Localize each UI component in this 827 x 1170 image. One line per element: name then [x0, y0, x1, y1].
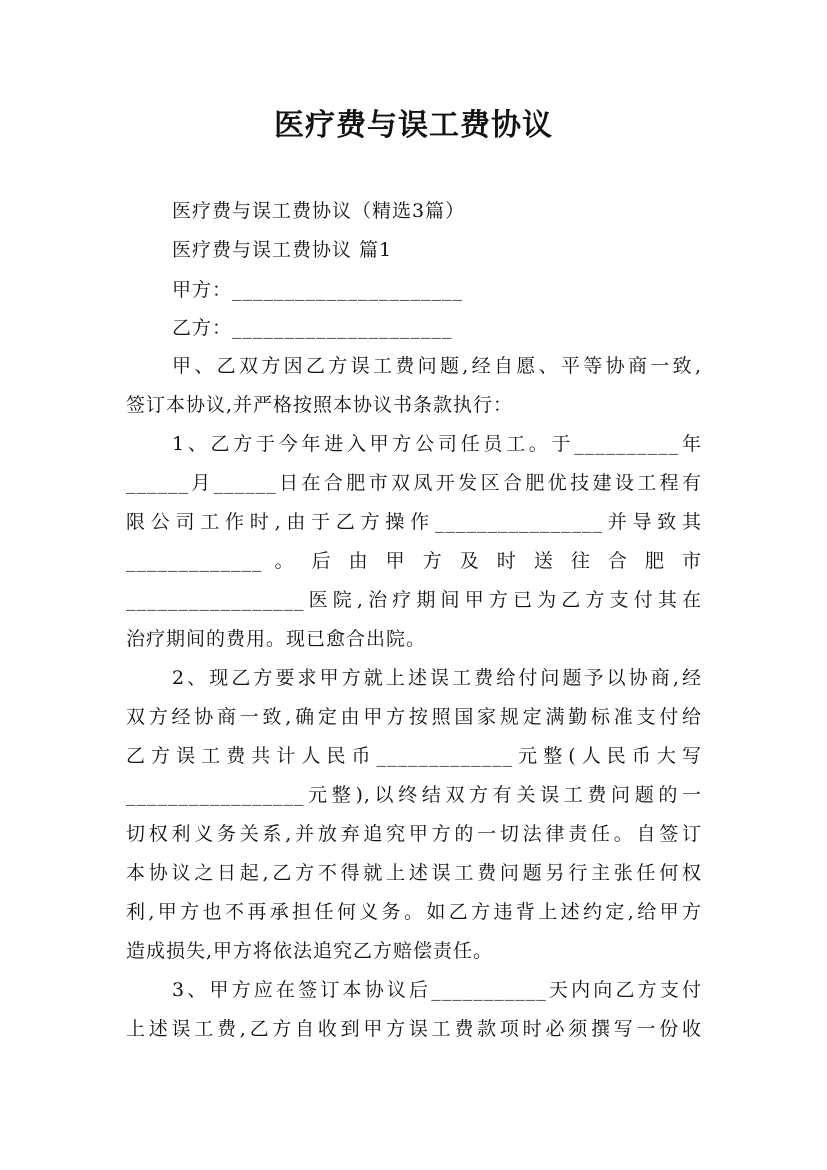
subtitle-line: 医疗费与误工费协议（精选3篇）: [172, 200, 466, 222]
paragraph-line: 切权利义务关系,并放弃追究甲方的一切法律责任。自签订: [126, 823, 702, 845]
paragraph-line: 双方经协商一致,确定由甲方按照国家规定满勤标准支付给: [126, 706, 702, 728]
paragraph-line: 造成损失,甲方将依法追究乙方赔偿责任。: [126, 940, 494, 962]
document-title: 医疗费与误工费协议: [274, 108, 553, 143]
paragraph-line: 甲、乙双方因乙方误工费问题,经自愿、平等协商一致,: [172, 355, 702, 377]
paragraph-line: 上述误工费,乙方自收到甲方误工费款项时必须撰写一份收: [126, 1018, 702, 1040]
paragraph-line: 3、甲方应在签订本协议后___________天内向乙方支付: [172, 979, 702, 1001]
paragraph-line: 2、现乙方要求甲方就上述误工费给付问题予以协商,经: [172, 667, 702, 689]
paragraph-line: 本协议之日起,乙方不得就上述误工费问题另行主张任何权: [126, 862, 702, 884]
paragraph-line: 治疗期间的费用。现已愈合出院。: [126, 628, 427, 650]
paragraph-line: _________________医院,治疗期间甲方已为乙方支付其在: [126, 589, 702, 611]
paragraph-line: 1、乙方于今年进入甲方公司任员工。于__________年: [172, 433, 702, 455]
paragraph-line: 限公司工作时,由于乙方操作________________并导致其: [126, 511, 702, 533]
party-a-line: 甲方：______________________: [172, 279, 464, 301]
paragraph-line: ______月______日在合肥市双凤开发区合肥优技建设工程有: [126, 472, 702, 494]
paragraph-line: 签订本协议,并严格按照本协议书条款执行：: [126, 394, 514, 416]
paragraph-line: _________________元整),以终结双方有关误工费问题的一: [126, 784, 702, 806]
section-heading: 医疗费与误工费协议 篇1: [172, 239, 393, 261]
paragraph-line: 乙方误工费共计人民币_____________元整(人民币大写: [126, 745, 702, 767]
paragraph-line: _____________ 。 后 由 甲 方 及 时 送 往 合 肥 市: [126, 550, 702, 572]
paragraph-line: 利,甲方也不再承担任何义务。如乙方违背上述约定,给甲方: [126, 901, 702, 923]
party-b-line: 乙方：_____________________: [172, 317, 453, 339]
